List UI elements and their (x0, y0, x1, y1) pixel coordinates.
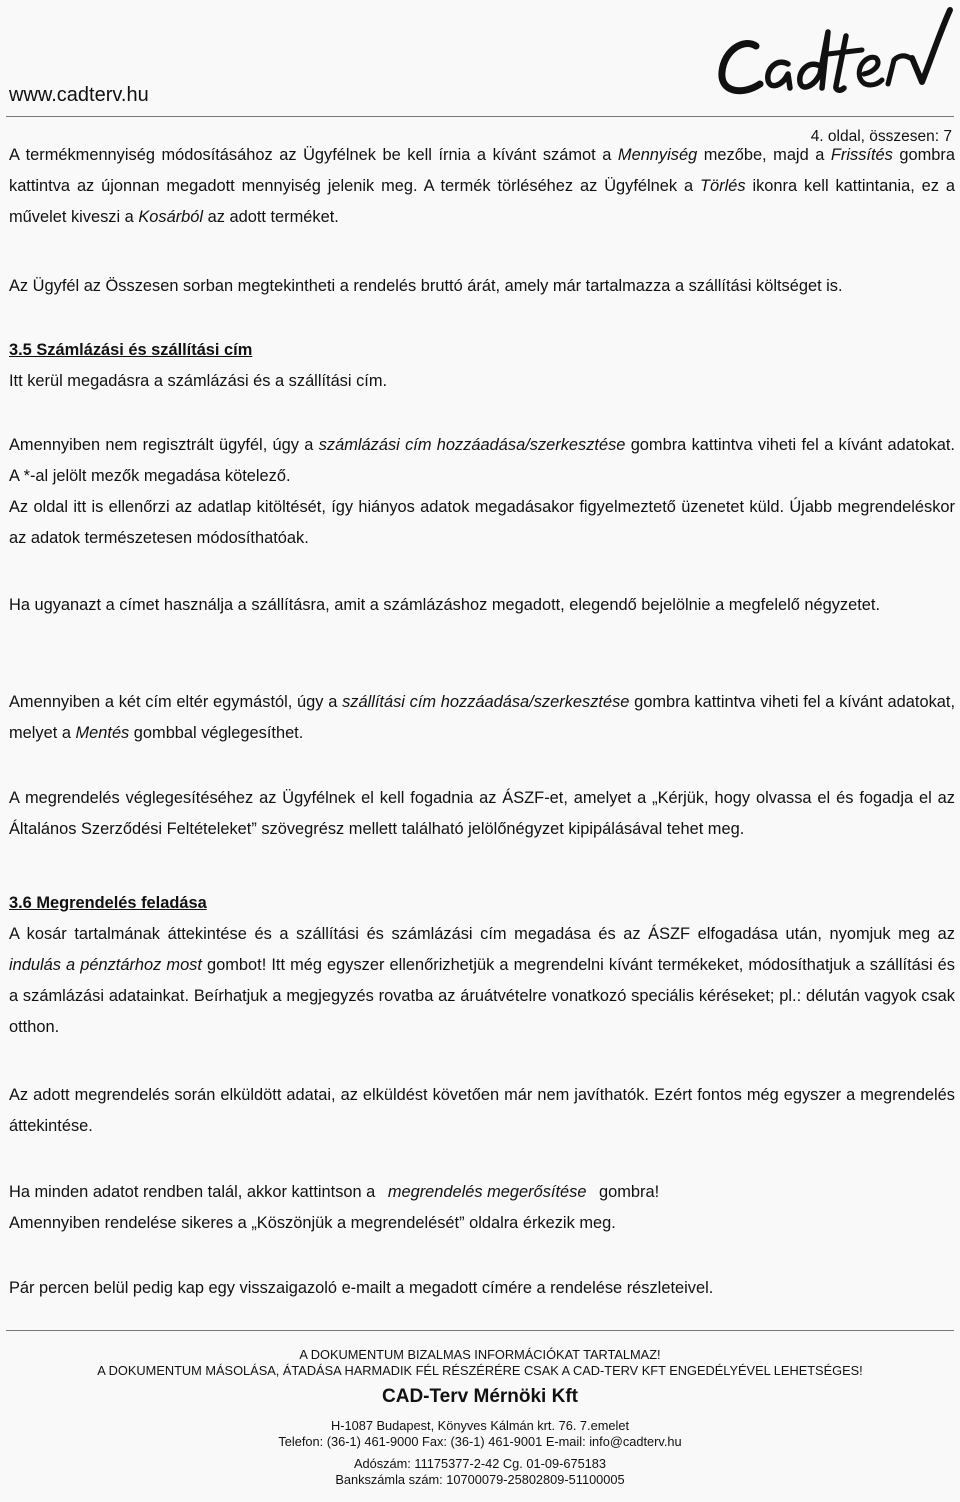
text-run: A kosár tartalmának áttekintése és a szállítási és számlázási cím megadása és az ÁSZF elfogadása után, nyomjuk meg az (9, 925, 955, 943)
text-run: Amennyiben nem regisztrált ügyfél, úgy a (9, 436, 319, 454)
paragraph-billing (9, 430, 955, 554)
section-title: 3.6 Megrendelés feladása (9, 894, 207, 912)
text-run: gombra kattintva az újonnan megadott mennyiség jelenik meg. A termék törléséhez az Ügyfélnek a (9, 146, 955, 195)
text-run: gombot! Itt még egyszer ellenőrizhetjük a megrendelni kívánt termékeket, módosíthatjuk a szállítási és a számlázási adatainkat. Beírhatjuk a megjegyzés rovatba az áruátvételre vonatkozó speciális kéréseket; pl.: délután vagyok csak otthon. (9, 956, 955, 1036)
text-run: gombra! (594, 1183, 660, 1201)
company-name: CAD-Terv Mérnöki Kft (382, 1386, 578, 1407)
paragraph-same-address (9, 590, 955, 621)
text-run-italic: megrendelés megerősítése (387, 1183, 587, 1201)
page-number: 4. oldal, összesen: 7 (810, 128, 952, 145)
site-url: www.cadterv.hu (9, 84, 149, 106)
text-run: A termékmennyiség módosításához az Ügyfélnek be kell írnia a kívánt számot a (9, 146, 618, 164)
text-run: Az Ügyfél az Összesen sorban megtekintheti a rendelés bruttó árát, amely már tartalmazza a szállítási költséget is. (9, 277, 843, 295)
text-run: az adott terméket. (203, 208, 339, 226)
footer-divider (6, 1330, 954, 1331)
text-run: gombra kattintva viheti fel a kívánt adatokat, melyet a (9, 693, 955, 742)
paragraph-different-address (9, 687, 955, 749)
text-run: ikonra kell kattintania, ez a művelet kiveszi a (9, 177, 955, 226)
text-run-italic: indulás a pénztárhoz most (9, 956, 202, 974)
text-run-italic: Mennyiség (617, 146, 698, 164)
company-tax: Adószám: 11175377-2-42 Cg. 01-09-675183 (353, 1456, 607, 1471)
text-run-italic: Mentés (75, 724, 130, 742)
text-run: A megrendelés véglegesítéséhez az Ügyfélnek el kell fogadnia az ÁSZF-et, amelyet a „Kérjük, hogy olvassa el és fogadja el az Általános Szerződési Feltételeket” szövegrész mellett található jelölőnégyzet kipipálásával tehet meg. (9, 789, 955, 838)
paragraph-total (9, 271, 955, 302)
header-divider (6, 116, 954, 117)
cadterv-logo (716, 2, 954, 102)
company-address: H-1087 Budapest, Könyves Kálmán krt. 76. 7.emelet (330, 1418, 630, 1433)
confidential-notice: A DOKUMENTUM BIZALMAS INFORMÁCIÓKAT TARTALMAZ! (299, 1347, 661, 1362)
text-run: Az adott megrendelés során elküldött adatai, az elküldést követően már nem javíthatók. Ezért fontos még egyszer a megrendelés áttekintése. (9, 1086, 955, 1135)
company-bank: Bankszámla szám: 10700079-25802809-51100005 (335, 1472, 625, 1487)
text-run: Ha minden adatot rendben talál, akkor kattintson a (9, 1183, 380, 1201)
text-run: Ha ugyanazt a címet használja a szállításra, amit a számlázáshoz megadott, elegendő bejelölnie a megfelelő négyzetet. (9, 596, 881, 614)
page-header (0, 0, 960, 120)
text-run-italic: Kosárból (138, 208, 204, 226)
text-run: Pár percen belül pedig kap egy visszaigazoló e-mailt a megadott címére a rendelése részleteivel. (9, 1279, 714, 1297)
paragraph-aszf (9, 783, 955, 845)
section-3-6 (9, 888, 955, 1043)
text-run-italic: Törlés (700, 177, 746, 195)
text-run: gombra kattintva viheti fel a kívánt adatokat. A *-al jelölt mezők megadása kötelező. (9, 436, 955, 485)
copy-notice: A DOKUMENTUM MÁSOLÁSA, ÁTADÁSA HARMADIK FÉL RÉSZÉRÉRE CSAK A CAD-TERV KFT ENGEDÉLYÉVEL LEHETSÉGES! (97, 1363, 863, 1378)
company-contact: Telefon: (36-1) 461-9000 Fax: (36-1) 461-9001 E-mail: info@cadterv.hu (278, 1434, 682, 1449)
text-run-italic: szállítási cím hozzáadása/szerkesztése (342, 693, 630, 711)
text-run: Az oldal itt is ellenőrzi az adatlap kitöltését, így hiányos adatok megadásakor figyelmeztető üzenetet küld. Újabb megrendeléskor az adatok természetesen módosíthatóak. (9, 498, 955, 547)
text-run: gombbal véglegesíthet. (129, 724, 304, 742)
paragraph-no-edit (9, 1080, 955, 1142)
text-run: Amennyiben a két cím eltér egymástól, úgy a (9, 693, 343, 711)
text-run: Amennyiben rendelése sikeres a „Köszönjük a megrendelését” oldalra érkezik meg. (9, 1214, 616, 1232)
paragraph-email (9, 1273, 955, 1304)
text-run: Itt kerül megadásra a számlázási és a szállítási cím. (9, 372, 388, 390)
section-3-5 (9, 335, 955, 397)
section-title: 3.5 Számlázási és szállítási cím (9, 341, 253, 359)
text-run-italic: számlázási cím hozzáadása/szerkesztése (318, 436, 626, 454)
text-run-italic: Frissítés (830, 146, 893, 164)
paragraph-quantity (9, 140, 955, 233)
paragraph-confirm (9, 1177, 955, 1239)
text-run: mezőbe, majd a (697, 146, 831, 164)
